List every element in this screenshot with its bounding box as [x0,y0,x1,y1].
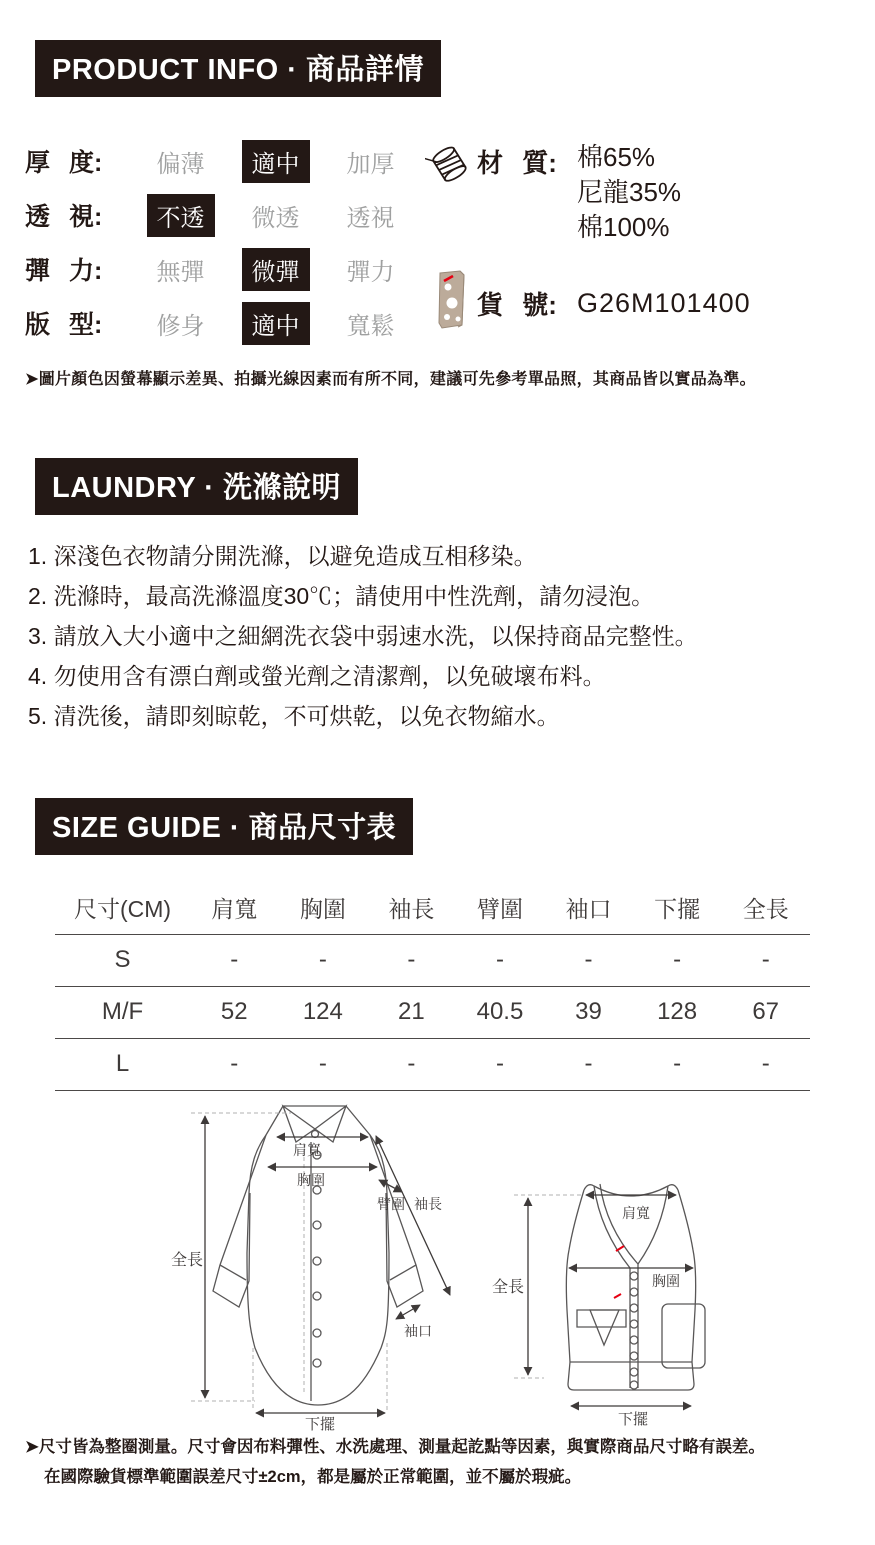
value-cell: - [367,934,456,986]
disclaimer-line: 在國際驗貨標準範圍誤差尺寸±2cm，都是屬於正常範圍，並不屬於瑕疵。 [44,1468,582,1486]
attr-option: 微透 [251,204,300,232]
attr-option-selected: 微彈 [228,248,323,291]
laundry-item: 5. 清洗後，請即刻晾乾，不可烘乾，以免衣物縮水。 [28,703,560,729]
value-cell: - [279,934,368,986]
item-number-label: 貨 號: [477,289,557,320]
value-cell: 40.5 [456,986,545,1038]
laundry-item: 3. 請放入大小適中之細網洗衣袋中弱速水洗，以保持商品完整性。 [28,623,698,649]
attr-label-thickness: 厚 度: [25,149,103,177]
table-row-mf [55,986,810,1038]
attr-option-selected: 不透 [133,194,228,237]
material-value: 棉65% [577,142,656,172]
value-cell: - [721,1038,810,1090]
material-value: 尼龍35% [577,177,682,207]
material-values [577,140,681,245]
value-cell: - [279,1038,368,1090]
attr-option: 寬鬆 [346,312,395,340]
attr-option: 透視 [346,204,395,232]
shirt-measurement-diagram [163,1093,473,1431]
col-header-cuff: 袖口 [544,882,633,934]
vest-measurement-diagram [478,1138,743,1426]
attr-option-selected: 適中 [228,140,323,183]
col-header-arm: 臂圍 [456,882,545,934]
shirt-arm-label: 臂圍 [377,1196,405,1212]
clothing-tag-icon [425,267,477,336]
value-cell: - [544,1038,633,1090]
value-cell: - [721,934,810,986]
laundry-title: LAUNDRY · 洗滌說明 [35,458,358,515]
material-label: 材 質: [477,148,557,178]
col-header-sleeve-length: 袖長 [367,882,456,934]
product-info-title: PRODUCT INFO · 商品詳情 [35,40,441,97]
attributes-section [25,134,418,350]
laundry-item: 4. 勿使用含有漂白劑或螢光劑之清潔劑，以免破壞布料。 [28,663,606,689]
material-block [425,140,855,336]
attr-option: 加厚 [346,150,395,178]
vest-hem-label: 下擺 [617,1411,649,1426]
size-cell: S [55,934,190,986]
shirt-chest-label: 胸圍 [297,1172,325,1188]
value-cell: - [633,1038,722,1090]
material-row [425,140,855,245]
material-value: 棉100% [577,212,670,242]
value-cell: 124 [279,986,368,1038]
size-table-header-row [55,882,810,934]
size-guide-title: SIZE GUIDE · 商品尺寸表 [35,798,413,855]
shirt-shoulder-label: 肩寬 [293,1142,321,1158]
vest-full-length-label: 全長 [492,1279,525,1296]
attr-row-thickness [25,134,418,188]
attr-label-stretch: 彈 力: [25,257,103,285]
disclaimer-line: ➤尺寸皆為整圈測量。尺寸會因布料彈性、水洗處理、測量起訖點等因素，與實際商品尺寸略有誤差。 [25,1438,765,1456]
col-header-shoulder: 肩寬 [190,882,279,934]
attr-option: 偏薄 [156,150,205,178]
value-cell: - [633,934,722,986]
item-number-row [425,267,855,336]
shirt-full-length-label: 全長 [171,1252,204,1269]
value-cell: - [190,934,279,986]
value-cell: - [367,1038,456,1090]
value-cell: 52 [190,986,279,1038]
value-cell: 67 [721,986,810,1038]
value-cell: - [544,934,633,986]
size-cell: M/F [55,986,190,1038]
table-row-s [55,934,810,986]
laundry-instructions [28,536,858,736]
laundry-item: 2. 洗滌時，最高洗滌溫度30℃；請使用中性洗劑，請勿浸泡。 [28,583,655,609]
value-cell: - [456,1038,545,1090]
shirt-cuff-label: 袖口 [404,1323,432,1339]
attr-row-fit [25,296,418,350]
vest-chest-label: 胸圍 [652,1273,680,1289]
table-row-l [55,1038,810,1090]
value-cell: 39 [544,986,633,1038]
shirt-hem-label: 下擺 [304,1416,336,1431]
value-cell: 21 [367,986,456,1038]
thread-spool-icon [425,140,477,193]
measurement-disclaimer [25,1432,860,1492]
value-cell: 128 [633,986,722,1038]
attr-option: 修身 [156,312,205,340]
size-table [55,882,810,1091]
attr-option: 無彈 [156,258,205,286]
value-cell: - [190,1038,279,1090]
col-header-full-length: 全長 [721,882,810,934]
shirt-sleeve-length-label: 袖長 [414,1196,442,1212]
attr-label-fit: 版 型: [25,311,103,339]
value-cell: - [456,934,545,986]
col-header-size: 尺寸(CM) [55,882,190,934]
attr-label-transparency: 透 視: [25,203,103,231]
vest-shoulder-label: 肩寬 [622,1205,650,1221]
item-number-value: G26M101400 [577,287,751,318]
attr-row-stretch [25,242,418,296]
col-header-hem: 下擺 [633,882,722,934]
attr-row-transparency [25,188,418,242]
laundry-item: 1. 深淺色衣物請分開洗滌，以避免造成互相移染。 [28,543,537,569]
color-disclaimer-note: ➤圖片顏色因螢幕顯示差異、拍攝光線因素而有所不同，建議可先參考單品照，其商品皆以實品為準。 [25,371,756,388]
attr-option-selected: 適中 [228,302,323,345]
col-header-chest: 胸圍 [279,882,368,934]
size-cell: L [55,1038,190,1090]
attr-option: 彈力 [346,258,395,286]
